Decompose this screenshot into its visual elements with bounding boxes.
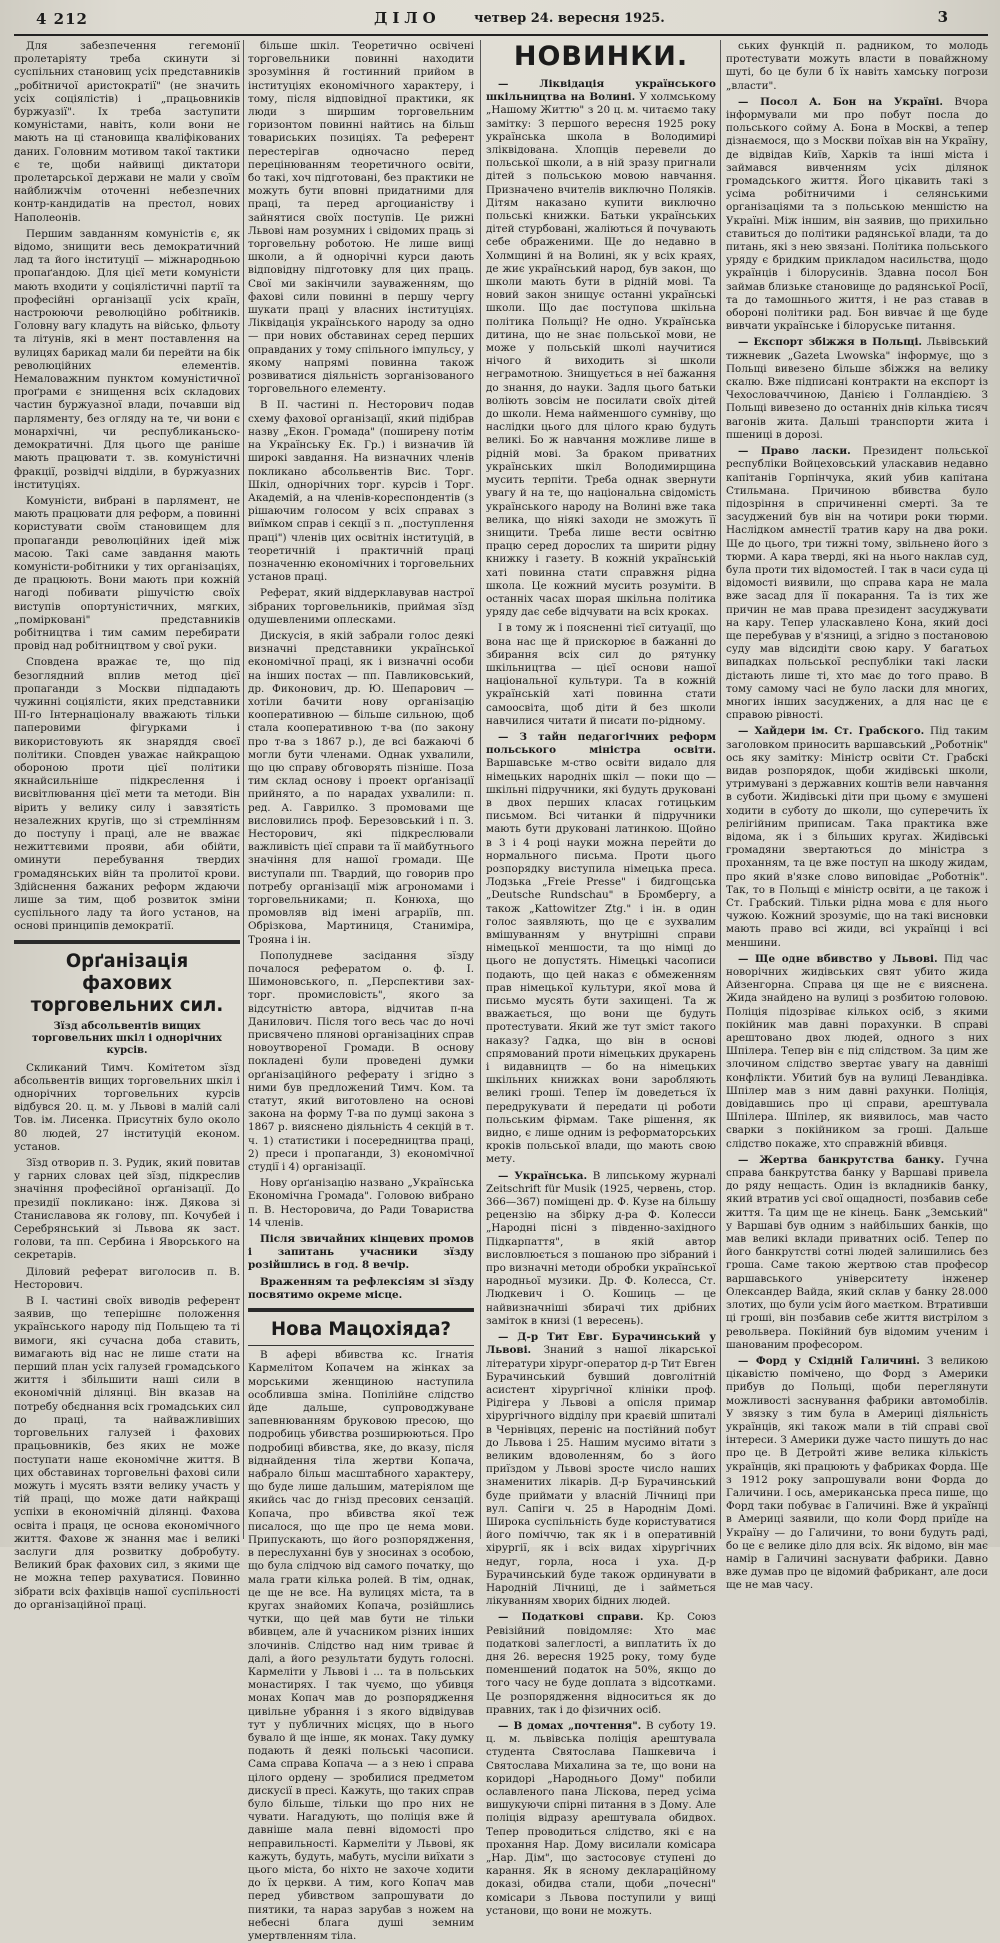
page-number-right: 3 [937,8,948,26]
column-4 [726,40,989,1592]
news-item-text: В суботу 19. ц. м. львівська поліція арештувала студента Святослава Пашкевича і Святослава Михалина за те, що вони на коридорі „Народнього Дому" побили ославленого пана Ліскова, перед усіма вишукуючи спірні питання в з Дому. Але поліція відразу арештувала обидвох. Тепер проводиться слідство, які є на прохання Нар. Дому висилали комісара „Нар. Дім", що застосовує ступені до карання. Як в ясному деклараційному доказі, обидва стали, щоби „почесні" комісари з Львова поступили у вищі установи, що вони не можуть. [486,1719,716,1917]
issue-date: четвер 24. вересня 1925. [474,11,665,26]
news-item-title: — Посол А. Бон на Україні. [738,95,944,108]
article-subheadline: Зїзд абсольвентів вищих торговельних шкіл і однорічних курсів. [32,1020,222,1056]
article-paragraph: Комуністи, вибрані в парлямент, не мають працювати для реформ, а повинні користувати своїм становищем для пропаганди революційних ідей між масою. Такі саме завдання мають комуністи-робітники у тих організаціях, де працюють. Вони мають при кожній нагоді побивати рішучістю своїх виступів опортуністичних, мягких, „помірковані" представників робітництва і тим самим перебирати провід над робітництвом у свої руки. [14,494,240,653]
news-item-title: — Ліквідація українського шкільництва на Волині. [486,78,716,104]
article-paragraph: Діловий реферат виголосив п. В. Несторович. [14,1265,240,1291]
news-item-title: — Д-р Тит Евг. Бурачинський у Львові. [486,1331,716,1357]
article-paragraph: В II. частині п. Несторович подав схему фахової організації, який підібрав назву „Екон. Громада" (поширену потім на Українську Ек. Гр.) і визначив їй широкі завдання. На визначних членів покликано абсольвентів Вис. Торг. Шкіл, однорічних торг. курсів і Торг. Академій, а на членів-кореспондентів (з рішаючим голосом у всіх справах з виїмком справ і секції з п. „поступлення праці") членів цих освітніх інституцій, в теоретичній і практичній праці позначенню економічних і торговельних установ праці. [248,399,474,584]
article-paragraph: Дискусія, в якій забрали голос деякі визначні представники української економічної праці, як і визначні особи на інших постах — пп. Павликовський, др. Фиконович, др. Ю. Шепарович — хотіли бачити нову організацію кооперативною — більше сильною, щоб стала кооперативною т-ва (по закону про т-ва з 1867 р.), де всі бажаючі б могли бути членами. Однак ухвалили, що цю справу обговорять пізніше. Поза тим склад основу і проект орґанізації прийнято, а по нарадах ухвалили: п. ред. А. Гаврилко. З промовами ще висловились проф. Березовський і п. З. Несторович, які підкреслювали важливість цієї справи та її майбутнього значіння для нашої громади. Ще виступали пп. Твардий, що говорив про потребу організації між агрономами і торговельниками; п. Конюха, що промовляв від імені аграріїв, пп. Обрізкова, Мартиниця, Станиміра, Трояна і ін. [248,629,474,946]
article-paragraph: В афері вбивства кс. Ігнатія Кармелітом Копачем на жінках за морськими женщиною наступила особливша зміна. Попілійне слідство йде дальше, супроводжуване запевнюванням бруковою пресою, що подробиць убивства розширюються. Про подробиці вбивства, яке, до вказу, після віднайдення тіла жертви Копача, набрало більш масштабного характеру, що буде лише дальшим, матеріялом ще якийсь час до гнізд пресових сензацій. Копача, про вбивства якої теж писалося, що ще про це нема мови. Припускають, що його розпорядження, в переслуханні був у зносинах з особою, що була слідчою від самого початку, що мала грати кілька ролей. В тім, однак, це ще не все. На вулицях міста, та в кругах знайомих Копача, розійшлись чутки, що цей мав бути не тільки вбивцем, але й учасником різних інших злочинів. Слідство над ним триває й далі, а його результати будуть голосні. Кармеліти у Львові і ... та в польських монастирях. І так чуємо, що убивця монах Копач мав до розпорядження цивільне убрання і з якого відвідував тут у публичних місцях, що в нього бувало й ще інше, як монах. Таку думку подають й деякі польські часописи. Сама справа Копача — а з нею і справа цілого ордену — зробилися предметом дискусії в пресі. Кажуть, що таких справ було більше, тільки що про них не чувати. Нагадують, що поліція вже й давніше мала певні відомості про неправильності. Кармеліти у Львові, як кажуть, будуть, мабуть, мусіли виїхати з цього міста, бо ніхто не захоче ходити до їх церкви. А тим, кого Копач мав перед убивством запрошувати до пиятики, та нараз зарубав з ножем на небесні блага душі земним умертвленням тіла. [248,1349,474,1943]
article-paragraph: І в тому ж і поясненні тієї ситуації, що вона нас ще й прискорює в бажанні до збирання всіх сил до рятунку шкільництва — цієї основи нашої національної культури. Та в кожній українській хаті повинна стати самоосвіта, щоб діти й без школи навчилися читати й писати по-рідному. [486,622,716,727]
section-separator [14,940,240,944]
article-paragraph: ських функцій п. радником, то молодь протестувати можуть власти в повайжному шуті, бо це були б їх навіть хамську погрози „власти". [726,40,988,92]
page-number-left: 4 212 [36,10,88,28]
news-item-text: Президент польської республіки Войцеховський уласкавив недавно капітанів Горпінчука, який убив капітана Стильмана. Причиною вбивства було підозріння в спричиненні смерті. За те засуджений був він на чотири роки тюрми. Наслідком амнестії тратив кару на два роки. Ще до цього, три тижні тому, звільнено його з тюрми. А кара тверді, які на нього наклав суд, була проти тих відомостей. І так в часи суда ці відомості виявили, що справа кара не мала вже засад для її покарання. Та із тих же причин не мав права президент засуджувати на кару. Тепер уласкавлено Кона, який досі ще перебував у в'язниці, а згідно з постановою суду мав відсидіти свою кару. У багатьох випадках польської республіки такі ласки дістають лише ті, хто має до того право. В тому самому часі не було ласки для многих, многих інших засуджених, а для нас це є справою рівності. [726,445,988,722]
article-paragraph: більше шкіл. Теоретично освічені торговельники повинні находити зрозуміння й гостинний прийом в інституціях економічного характеру, і тому, після відповідної практики, як люди з ширшим торговельним горизонтом повинні найтись на більш товариських позиціях. Та референт перестерігав одночасно перед перецінюванням теоретичного освіти, бо такі, хоч підготовані, без практики не можуть бути вповні придатними для праці, та перед аргоцианіству і зайнятися своїх поступів. Це рижні Львові нам розумних і свідомих праць зі торговельну роботою. Не лише вищі школи, а й однорічні курси дають відповідну підготовку для цих праць. Свої ми закінчили зауваженням, що фахові сили повинні в першу чергу шукати праці у власних інституціях. Ліквідація українського народу за одно — при нових обставинах серед перших оправданих у тому спільного імпульсу, у якому напрямі повинна також розвиватися діяльність зорганізованого торговельного елементу. [248,40,474,396]
article-headline: Орґанізація фахових торговельних сил. [30,949,224,1016]
section-separator [248,1308,474,1312]
news-item-text: Кр. Союз Ревізійний повідомляє: Хто має податкові залеглості, а виплатить їх до дня 26. вересня 1925 року, тому буде поменшений податок на 50%, якщо до того часу не буде доплата з відсотками. Це розпорядження відноситься як до правних, так і до фізичних осіб. [486,1611,717,1716]
article-paragraph: Після звичайних кінцевих промов і запитань учасники зїзду розійшлись в год. 8 вечір. [248,1233,474,1272]
article-paragraph: Першим завданням комуністів є, як відомо, знищити весь демократичний лад та його інституції — міжнародньою пропаґандою. Для цієї мети комуністи мають входити у соціялістичні партії та професійні організації усіх країн, настроюючи революційно робітників. Головну вагу кладуть на військо, фльоту та літунів, які в мент поставлення на вулицях барикад мали би перейти на бік революційних елементів. Немаловажним пунктом комуністичної проґрами є знищення всіх складових частин буржуазної влади, почавши від парляменту, без огляду на те, чи вони є монархічні, чи республиканьско-демократичні. Для цього ще раніше мають працювати т. зв. комуністичні фракції, розвідчі відділи, в буржуазних інституціях. [14,227,240,491]
column-divider [480,40,481,1539]
news-item-title: — Форд у Східній Галичині. [738,1354,920,1367]
article-paragraph: Реферат, який віддерклавував настрої зібраних торговельників, приймая зїзд одушевленими оплесками. [248,587,474,626]
news-item-title: — Експорт збіжжя в Польщі. [738,336,923,349]
news-item-title: — Податкові справи. [498,1611,644,1624]
article-paragraph: Враженням та рефлексіям зі зїзду посвятимо окреме місце. [248,1275,474,1301]
news-item-title: — З тайн педагогічних реформ польського міністра освіти. [486,730,716,757]
news-item-text: Знаний з нашої лікарської літератури хірург-оператор д-р Тит Евген Бурачинський бувший довголітній асистент хірургічної клініки проф. Рідігера у Львові а опісля примар хірургічного відділу при краєвій шпиталі в Чернівцях, переніс на постійний побут до Львова і 25. Нашим мусимо вітати з великим вдоволенням, бо з його приїздом у Львові зросте число наших знаменитих лікарів. Д-р Бурачинський буде приймати у власній Лічниці при вул. Сапіги ч. 25 в Народнім Домі. Широка суспільність буде користуватися його поміччю, так як і в оперативній хірургії, як і всіх видах хірургічних недуг, горла, носа і уха. Д-р Бурачинський буде також ординувати в Народній Лічниці, де і займеться лікуванням хворих бідних людей. [486,1344,716,1608]
masthead [14,6,988,36]
article-paragraph: Нову орґанізацію названо „Українська Економічна Громада". Головою вибрано п. В. Несторовича, до Ради Товариства 14 членів. [248,1177,474,1229]
news-item-title: — Право ласки. [738,445,851,458]
column-3 [486,40,717,1917]
column-divider [720,40,721,1539]
section-headline: НОВИНКИ. [513,41,689,72]
column-2 [248,40,474,1943]
news-item-title: — Українська. [498,1169,588,1182]
news-item-title: — Хайдери ім. Ст. Грабского. [738,725,925,738]
news-item-title: — Жертва банкрутства банку. [738,1153,945,1166]
columns [14,40,989,1943]
article-paragraph: Скликаний Тимч. Комітетом зїзд абсольвентів вищих торговельних шкіл і однорічних торговельних курсів відбувся 20. ц. м. у Львові в малій салі Тов. ім. Лисенка. Присутніх було около 80 людей, 27 інституцій економ. установ. [14,1061,240,1153]
news-item-text: Варшавське м-ство освіти видало для німецьких народніх шкіл — поки що — шкільні підручники, які будуть друковані в двох перших класах готицьким письмом. Всі читанки й підручники мають бути друковані латинкою. Щойно в 3 і 4 році науки можна перейти до нормального письма. Проти цього розпорядку виступила німецька преса. Лодзька „Freie Presse" і бидгощська „Deutsche Rundschau" в Бромбергу, а також „Kattowitzer Ztg." і ін. в один голос заявляють, що це є зухвалим вмішуванням у внутрішні справи німецької меншости, та що німці до цього не допустять. Німецькі часописи подають, що цей наказ є обмеженням прав німецької культури, якої мова й письмо мусять бути захищені. Та ж вважається, що вони ще будуть протестувати. Який же тут зміст такого наказу? Гадка, що він в основі спрямований проти німецьких друкарень і видавництв — бо на німецьких шкільних книжках вони заробляють великі гроші. Тепер їм доведеться їх передрукувати й передати ці роботи польським фірмам. Таке рішення, як видно, є лише одним із реформаторських кроків польської влади, що мають свою мету. [486,757,716,1166]
column-1 [14,40,240,1611]
news-item-text: Вчора інформували ми про побут посла до польського сойму А. Бона в Москві, а тепер дізнаємося, що з Москви поїхав він на Україну, де відвідав Київ, Харків та інші міста і займався вивченням усіх ділянок громадського життя. Його цікавить такі з усіма робітничими і селянськими організаціями та з польською меншістю на Україні. Між іншим, він заявив, що прихильно ставиться до політики радянської влади, та до питань, які з нею звязані. Політика польського уряду є бридким прикладом насильства, щодо українців і білорусинів. Здавна посол Бон займав близьке становище до радянської Росії, та до тамошнього життя, і не раз ставав в обороні політики рад. Бон вивчає й ще буде вивчати українське і білоруське питання. [726,95,988,333]
newspaper-title: ДІЛО [374,9,441,27]
news-item-text: Львівський тижневик „Gazeta Lwowska" інформує, що з Польщі вивезено більше збіжжя на велику скалю. Вже підписані контракти на експорт із Чехословаччиною, Данією і Голландією. З Польщі вивезено до останніх днів кілька тисяч вагонів жита. Дальші транспорти жита і пшениці в дорозі. [726,336,988,441]
news-item-text: У холмському „Нашому Життю" з 20 ц. м. читаємо таку замітку: З першого вересня 1925 року українська школа в Володимирі зліквідована. Хлопців перевели до польської школи, а в ній зразу пригнали дітей з польською мовою навчання. Призначено вчителів виключно Поляків. Дітям наказано купити виключно польські книжки. Батьки українських дітей стурбовані, жаліються й почувають себе ображеними. Ще до недавно в Холмщині й на Волині, як у всіх краях, де жиє український народ, був закон, що школи мають бути в рідній мові. Та новий закон знищує останні українські школи. Що дає поступова шкільна політика Польщі? Не одно. Українська дитина, що не знає польської мови, не може у польській школі научитися нічого й виходить зі школи неграмотною. Знищується в неї бажання до знання, до науки. Задля цього батьки воліють зовсім не посилати своїх дітей до школи. Нема найменшого сумніву, що наслідки цього для цілого краю будуть великі. Бо ж навчання можливе лише в рідній мові. За браком приватних українських шкіл Володимирщина мусить терпіти. Треба однак звернути увагу й на те, що національна свідомість українського народу на Волині вже така велика, що ніякі заходи не зможуть її знищити. Треба лише вести освітню працю серед дорослих та ширити рідну книжку і газету. В кожній українській хаті повинна стати справжня рідна школа. Це кожний мусить розуміти. В останніх часах шорая шкільна політика уряду дає себе відчувати на всіх кроках. [486,91,716,619]
section-separator [248,1345,474,1346]
news-item-text: Під час новорічних жидівських свят убито жида Айзенгорна. Справа ця ще не є вияснена. Жида знайдено на вулиці з розбитою головою. Поліція підозріває кількох осіб, з якими покійник мав давні порахунки. В справі арештовано двох людей, одного з них Шпілера. Тепер він є під слідством. За цим же злочином слідство звертає увагу на давніші конфлікти. Убитий був на вулиці Левандівка. Шпілер мав з ним давні рахунки. Поліція, довідавшись про ці справи, арештувала Шпілера. Шпілер, як виявилось, мав часто сварки з покійником за гроші. Дальше слідство покаже, хто справжній вбивця. [726,952,988,1150]
news-item-text: Гучна справа банкрутства банку у Варшаві привела до ряду нещасть. Один із вкладників банку, який втратив усі свої ощадності, позбавив себе життя. Та цим ще не кінець. Банк „Земський" у Варшаві був одним з найбільших банків, що мав великі вклади приватних осіб. Тепер по його банкрутстві сотні людей залишились без гроша. Саме такою жертвою став професор варшавського університету інженер Олександер Вайда, який склав у банку 28.000 злотих, що були усім його маєтком. Втративши ці гроші, він позбавив себе життя вистрілом з револьвера. Покійний був відомим ученим і шанованим професором. [726,1153,989,1351]
article-paragraph: В I. частині своїх виводів референт заявив, що теперішнє положення українського народу під Польщею та ті вимоги, які сучасна доба ставить, вимагають від нас не лише стати на перший план усіх галузей громадського життя і збільшити наші сили в економічній ділянці. Він вказав на потребу обєднання всіх громадських сил до праці, та найважливіших торговельних галузей і фахових працьовників, без яких не може поступати наше економічне життя. В цих обставинах торговельні фахові сили можуть і мусять взяти велику участь у тій праці, що може дати найкращі успіхи в економічній ділянці. Фахова освіта і праця, це основа економічного життя. Фахове ж знання має і великі заслуги для розвитку добробуту. Великий брак фахових сил, з якими ще не можна тепер рахуватися. Повинно зібрати всіх фахівців нашої суспільності до організаційної праці. [14,1295,240,1611]
news-item-text: Під таким заголовком приносить варшавський „Роботнік" ось яку замітку: Міністр освіти Ст. Грабскі видав розпорядок, щоби жидівські школи, утримувані з державних коштів вели навчання в суботи. Жидівські діти при цьому є змушені ходити в суботу до школи, що суперечить їх релігійним приписам. Така практика вже відома, як і з більших кругах. Жидівські громадяни звертаються до міністра з проханням, та це вже поступ на шкоду жидам, про який в'язке слово виповідає „Роботнік". Так, то в Польщі є міністр освіти, а це також і Ст. Грабский. Тільки рідна мова є для нього чужою. Кожний зрозуміє, що на такі висновки мають право всі жиди, всі українці і всі меншини. [726,725,988,949]
news-item-title: — Ще одне вбивство у Львові. [738,952,938,965]
article-paragraph: Сповдена вражає те, що під безоглядний вплив метод цієї пропаганди з Москви підпадають чужинні соціялісти, яких представники III-го Інтернаціоналу вважають тільки паперовими фігурками і використовують як знаряддя своєї політики. Сповден уважає найкращою обороною проти цієї політики якнайсильніше підкреслення і висвітлювання цієї мети та методи. Він вірить у велику силу і завзятість незалежних кругів, що зі стремлінням до поступу і праці, але не вважає нежиттєвими прояви, аби обійти, оминути перебування твердих громадянських війн та пролитої крови. Здійснення бажаних реформ ждаючи лише за тим, щоб розвиток зміни суспільного ладу та його установ, на основі принципів демократії. [14,656,240,933]
news-item-text: В липському журналі Zeitschrift für Musik (1925, червень, стор. 366—367) поміщені др. Ф. Кузе на більшу рецензію на збірку д-ра Ф. Колесси „Народні пісні з південно-західного Підкарпаття", в якій автор висловлюється з пошаною про зібраний і про визначні методи обробки української народньої музики. Др. Ф. Колесса, Ст. Людкевич і О. Кошиць — це найвизначніші збирачі тих дрібних заміток в книзі (1 вересень). [486,1169,716,1327]
news-item-title: — В домах „почтення". [498,1719,642,1732]
news-item-text: З великою цікавістю помічено, що Форд з Америки прибув до Польщі, щоби переглянути можливості заснування фабрики автомобілів. У звязку з тим була в Америці діяльність українців, які також мали в тій справі свої інтереси. З Америки дуже часто пишуть до нас про це. В Детройті живе велика кількість українців, які працюють у фабриках Форда. Ще з 1912 року запрошували вони Форда до Галичини. І ось, американська преса пише, що Форд таки побуває в Галичині. Вже й українці в Америці заявили, що коли Форд приїде на Україну — до Галичини, то вони будуть раді, бо це є велике діло для всіх. Як відомо, він має намір в Галичині заснувати фабрики. Давно вже думав про це відомий фабрикант, але доси ще не мав часу. [726,1354,988,1592]
article-headline: Нова Мацохіяда? [271,1318,451,1341]
column-divider [243,40,244,1539]
article-paragraph: Пополудневе засідання зїзду почалося рефератом о. ф. І. Шимоновського, п. „Перспективи зах-торг. промисловість", якого за відсутністю автора, відчитав п-на Данилович. Після того весь час до ночі присвячено плянові організаціних справ новоутвореної Громади. В основу покладені були проведені думки орґанізаційного реферату і згідно з ними був предложений Тимч. Ком. та статут, який виготовлено на основі закона на форму Т-ва по думці закона з 1867 р. вияснено діяльність 4 секцій в т. ч. 1) статистики і посередництва праці, 2) преси і пропаганди, 3) економічної студії і 4) організації. [248,949,474,1174]
article-paragraph: Зїзд отворив п. З. Рудик, який повитав у гарних словах цей зїзд, підкреслив значіння професійної орґанізації. До президії покликано: інж. Дякова зі Станиславова як голову, пп. Кочубей і Серебрянський зі Львова як заст. голови, та пп. Сербина і Яворського на секретарів. [14,1157,240,1262]
article-paragraph: Для забезпечення гегемонії пролетаріяту треба скинути зі суспільних становищ усіх представників „робітничої аристократії" (не значить усіх соціялістів) і „працьовників буржуазії". Іх треба заступити комуністами, навіть, коли вони не мають на ці становища кваліфікованих даних. Головним мотивом такої тактики є те, щоби найвищі диктатори пролетарської держави не мали у своїм найближчім оточенні небезпечних контр-кандидатів на престол, нових Наполеонів. [14,40,240,224]
